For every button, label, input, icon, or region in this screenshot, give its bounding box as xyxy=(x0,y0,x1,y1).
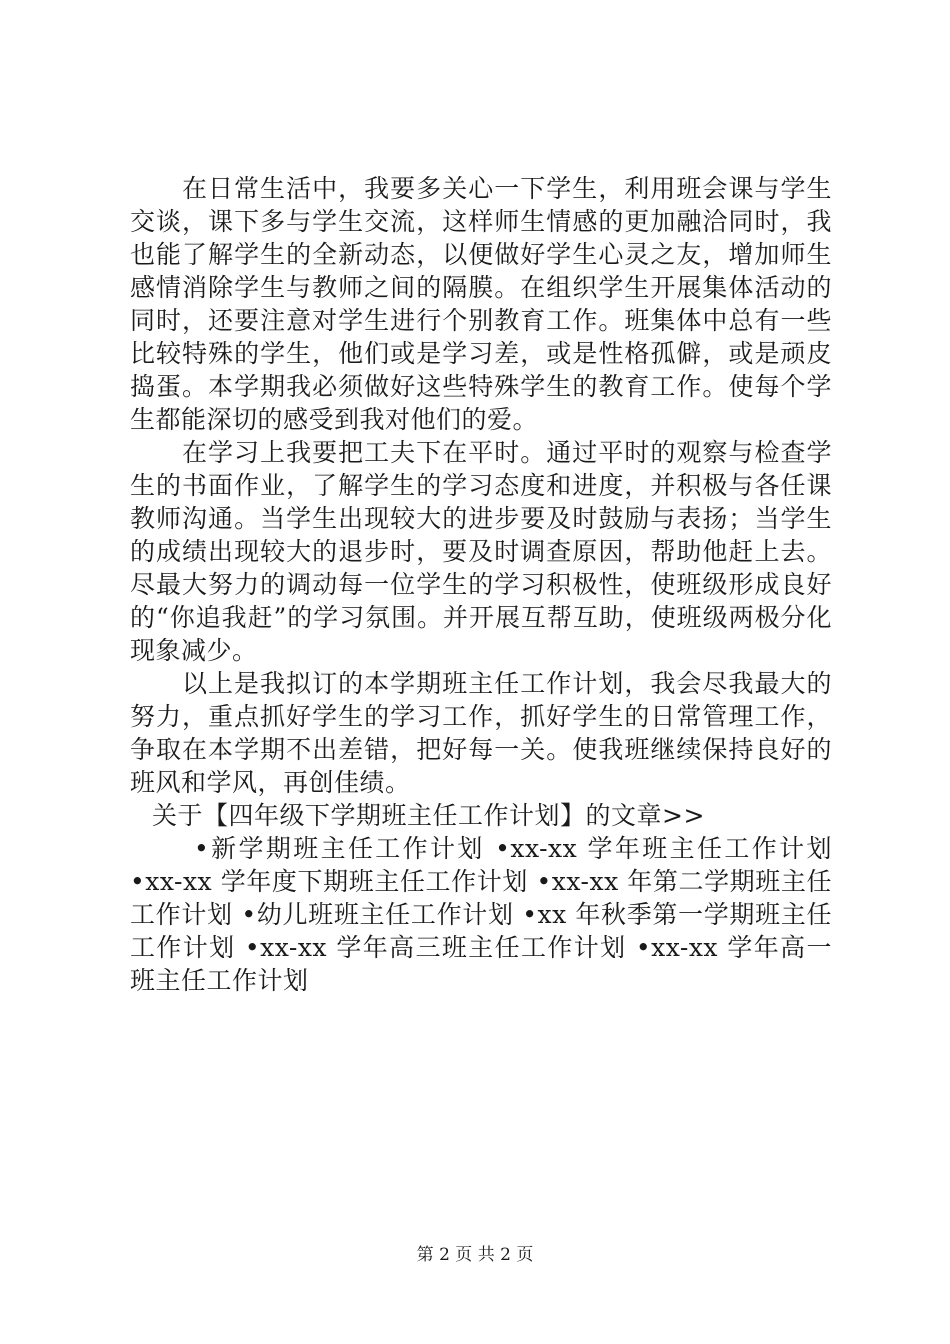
related-link-3[interactable]: xx-xx 学年度下期班主任工作计划 xyxy=(145,867,528,896)
related-link-1[interactable]: 新学期班主任工作计划 xyxy=(209,834,485,863)
document-body xyxy=(130,172,832,997)
related-link-2[interactable]: xx-xx 学年班主任工作计划 xyxy=(510,834,832,863)
bullet-icon: • xyxy=(130,867,146,896)
related-link-7[interactable]: xx-xx 学年高三班主任工作计划 xyxy=(260,933,627,962)
page-number-footer: 第 2 页 共 2 页 xyxy=(416,1245,534,1265)
related-link-6[interactable]: xx 年秋季第一学期班主任工作计划 xyxy=(130,900,832,962)
paragraph-study: 在学习上我要把工夫下在平时。通过平时的观察与检查学生的书面作业，了解学生的学习态度和进度，并积极与各任课教师沟通。当学生出现较大的进步要及时鼓励与表扬；当学生的成绩出现较大的退步时，要及时调查原因，帮助他赶上去。尽最大努力的调动每一位学生的学习积极性，使班级形成良好的“你追我赶”的学习氛围。并开展互帮互助，使班级两极分化现象减少。 xyxy=(130,438,832,665)
related-link-8[interactable]: xx-xx 学年高一班主任工作计划 xyxy=(130,933,832,995)
bullet-icon: • xyxy=(244,933,261,962)
bullet-icon: • xyxy=(522,900,538,929)
bullet-icon: • xyxy=(635,933,652,962)
related-articles-heading: 关于【四年级下学期班主任工作计划】的文章>> xyxy=(152,801,705,830)
related-link-5[interactable]: 幼儿班班主任工作计划 xyxy=(256,900,514,929)
paragraph-summary: 以上是我拟订的本学期班主任工作计划，我会尽我最大的努力，重点抓好学生的学习工作，抓好学生的日常管理工作，争取在本学期不出差错，把好每一关。使我班继续保持良好的班风和学风，再创佳绩。 xyxy=(130,669,832,797)
related-link-4[interactable]: xx-xx 年第二学期班主任工作计划 xyxy=(130,867,832,929)
paragraph-daily-life: 在日常生活中，我要多关心一下学生，利用班会课与学生交谈，课下多与学生交流，这样师生情感的更加融洽同时，我也能了解学生的全新动态，以便做好学生心灵之友，增加师生感情消除学生与教师之间的隔膜。在组织学生开展集体活动的同时，还要注意对学生进行个别教育工作。班集体中总有一些比较特殊的学生，他们或是学习差，或是性格孤僻，或是顽皮捣蛋。本学期我必须做好这些特殊学生的教育工作。使每个学生都能深切的感受到我对他们的爱。 xyxy=(130,174,832,434)
bullet-icon: • xyxy=(194,834,210,863)
related-articles-list xyxy=(130,832,832,997)
bullet-icon: • xyxy=(495,834,511,863)
bullet-icon: • xyxy=(241,900,257,929)
bullet-icon: • xyxy=(536,867,552,896)
